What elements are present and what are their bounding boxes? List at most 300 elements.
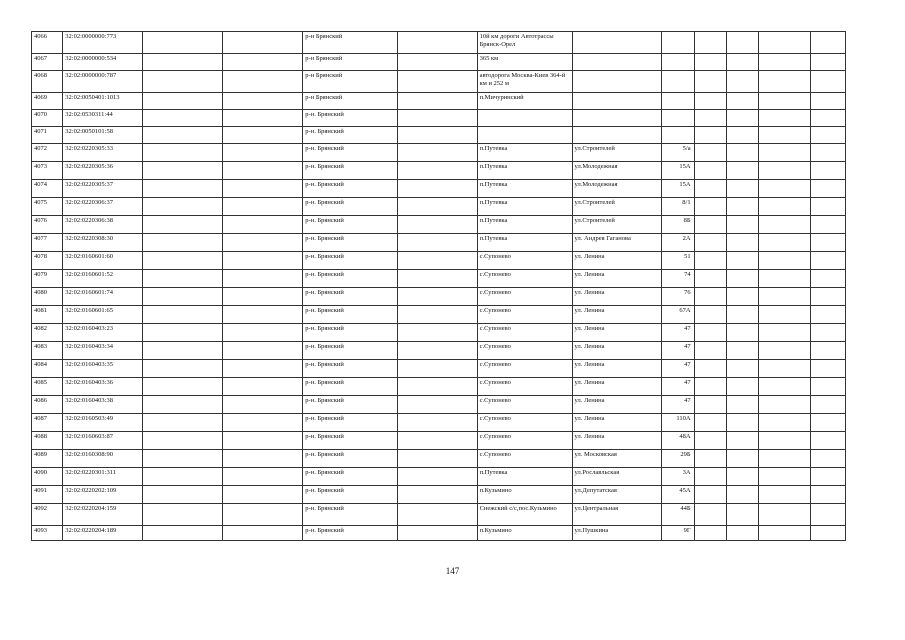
empty-cell (694, 127, 726, 144)
settlement (477, 127, 572, 144)
empty-cell (811, 396, 846, 414)
empty-cell (142, 324, 222, 342)
empty-cell (694, 234, 726, 252)
empty-cell (811, 32, 846, 54)
empty-cell (142, 396, 222, 414)
empty-cell (726, 324, 758, 342)
empty-cell (222, 504, 302, 526)
house-number (662, 54, 694, 71)
house-number: 45А (662, 486, 694, 504)
settlement: п.Путевка (477, 180, 572, 198)
empty-cell (811, 432, 846, 450)
cadastral-number: 32:02:0220306:37 (63, 198, 142, 216)
empty-cell (142, 216, 222, 234)
empty-cell (222, 252, 302, 270)
street: ул. Ленина (572, 414, 662, 432)
cadastral-number: 32:02:0220204:189 (63, 526, 142, 541)
empty-cell (398, 162, 477, 180)
row-number: 4066 (32, 32, 63, 54)
empty-cell (222, 144, 302, 162)
empty-cell (398, 396, 477, 414)
empty-cell (759, 144, 811, 162)
street (572, 54, 662, 71)
empty-cell (759, 504, 811, 526)
empty-cell (142, 127, 222, 144)
empty-cell (811, 234, 846, 252)
empty-cell (142, 360, 222, 378)
district: р-н. Брянский (303, 180, 398, 198)
row-number: 4090 (32, 468, 63, 486)
empty-cell (726, 144, 758, 162)
empty-cell (222, 288, 302, 306)
empty-cell (726, 127, 758, 144)
empty-cell (142, 71, 222, 93)
cadastral-number: 32:02:0000000:534 (63, 54, 142, 71)
district: р-н. Брянский (303, 270, 398, 288)
row-number: 4068 (32, 71, 63, 93)
empty-cell (726, 32, 758, 54)
house-number: 44Б (662, 504, 694, 526)
street: ул. Андрея Гаганова (572, 234, 662, 252)
empty-cell (726, 54, 758, 71)
empty-cell (222, 396, 302, 414)
table-row (32, 450, 846, 468)
empty-cell (398, 127, 477, 144)
empty-cell (759, 396, 811, 414)
row-number: 4070 (32, 110, 63, 127)
empty-cell (222, 93, 302, 110)
empty-cell (694, 360, 726, 378)
empty-cell (398, 342, 477, 360)
empty-cell (222, 198, 302, 216)
empty-cell (142, 450, 222, 468)
district: р-н. Брянский (303, 526, 398, 541)
empty-cell (222, 324, 302, 342)
empty-cell (398, 324, 477, 342)
table-row (32, 252, 846, 270)
cadastral-number: 32:02:0160403:38 (63, 396, 142, 414)
empty-cell (811, 414, 846, 432)
row-number: 4071 (32, 127, 63, 144)
settlement: п.Мичуринский (477, 93, 572, 110)
registry-rows (32, 32, 846, 541)
table-row (32, 306, 846, 324)
empty-cell (694, 504, 726, 526)
empty-cell (222, 71, 302, 93)
empty-cell (759, 450, 811, 468)
cadastral-number: 32:02:0220306:38 (63, 216, 142, 234)
empty-cell (811, 450, 846, 468)
house-number: 67А (662, 306, 694, 324)
empty-cell (759, 71, 811, 93)
empty-cell (811, 110, 846, 127)
house-number (662, 32, 694, 54)
settlement: п.Путевка (477, 198, 572, 216)
empty-cell (142, 180, 222, 198)
street: ул.Рославльская (572, 468, 662, 486)
empty-cell (398, 432, 477, 450)
empty-cell (726, 252, 758, 270)
district: р-н. Брянский (303, 396, 398, 414)
street: ул. Ленина (572, 378, 662, 396)
empty-cell (726, 162, 758, 180)
empty-cell (398, 360, 477, 378)
house-number: 5/а (662, 144, 694, 162)
empty-cell (694, 414, 726, 432)
settlement (477, 110, 572, 127)
empty-cell (222, 216, 302, 234)
empty-cell (759, 306, 811, 324)
empty-cell (694, 342, 726, 360)
street: ул.Строителей (572, 216, 662, 234)
empty-cell (726, 378, 758, 396)
street: ул. Ленина (572, 306, 662, 324)
empty-cell (398, 486, 477, 504)
empty-cell (811, 270, 846, 288)
empty-cell (142, 414, 222, 432)
empty-cell (726, 360, 758, 378)
empty-cell (759, 127, 811, 144)
house-number: 47 (662, 378, 694, 396)
house-number: 9Г (662, 526, 694, 541)
house-number: 47 (662, 324, 694, 342)
row-number: 4067 (32, 54, 63, 71)
house-number: 29Б (662, 450, 694, 468)
empty-cell (726, 198, 758, 216)
cadastral-number: 32:02:0160403:23 (63, 324, 142, 342)
row-number: 4085 (32, 378, 63, 396)
settlement: п.Кузьмино (477, 526, 572, 541)
empty-cell (759, 198, 811, 216)
street: ул. Ленина (572, 360, 662, 378)
house-number: 51 (662, 252, 694, 270)
table-row (32, 32, 846, 54)
empty-cell (222, 526, 302, 541)
settlement: п.Путевка (477, 162, 572, 180)
street (572, 32, 662, 54)
empty-cell (726, 526, 758, 541)
district: р-н. Брянский (303, 306, 398, 324)
empty-cell (222, 234, 302, 252)
empty-cell (694, 252, 726, 270)
table-row (32, 288, 846, 306)
house-number: 15А (662, 162, 694, 180)
empty-cell (142, 252, 222, 270)
empty-cell (398, 252, 477, 270)
row-number: 4082 (32, 324, 63, 342)
settlement: с.Супонево (477, 306, 572, 324)
empty-cell (398, 270, 477, 288)
cadastral-number: 32:02:0220305:36 (63, 162, 142, 180)
settlement: автодорога Москва-Киев 364-й км и 252 м (477, 71, 572, 93)
empty-cell (811, 162, 846, 180)
empty-cell (398, 144, 477, 162)
table-row (32, 234, 846, 252)
empty-cell (811, 71, 846, 93)
empty-cell (694, 378, 726, 396)
cadastral-number: 32:02:0220308:30 (63, 234, 142, 252)
empty-cell (142, 234, 222, 252)
empty-cell (398, 378, 477, 396)
district: р-н. Брянский (303, 414, 398, 432)
settlement: п.Путевка (477, 234, 572, 252)
empty-cell (142, 270, 222, 288)
empty-cell (222, 342, 302, 360)
district: р-н. Брянский (303, 127, 398, 144)
empty-cell (759, 110, 811, 127)
empty-cell (142, 432, 222, 450)
table-row (32, 54, 846, 71)
empty-cell (694, 526, 726, 541)
empty-cell (726, 234, 758, 252)
district: р-н Брянский (303, 71, 398, 93)
empty-cell (726, 342, 758, 360)
empty-cell (726, 270, 758, 288)
empty-cell (811, 342, 846, 360)
settlement: п.Путевка (477, 144, 572, 162)
empty-cell (811, 468, 846, 486)
district: р-н. Брянский (303, 144, 398, 162)
row-number: 4091 (32, 486, 63, 504)
empty-cell (222, 306, 302, 324)
empty-cell (142, 486, 222, 504)
street (572, 110, 662, 127)
row-number: 4088 (32, 432, 63, 450)
empty-cell (726, 306, 758, 324)
district: р-н. Брянский (303, 450, 398, 468)
empty-cell (694, 468, 726, 486)
empty-cell (694, 306, 726, 324)
empty-cell (694, 198, 726, 216)
empty-cell (222, 32, 302, 54)
district: р-н. Брянский (303, 198, 398, 216)
street (572, 71, 662, 93)
row-number: 4069 (32, 93, 63, 110)
empty-cell (759, 234, 811, 252)
empty-cell (694, 396, 726, 414)
empty-cell (222, 414, 302, 432)
table-row (32, 486, 846, 504)
empty-cell (811, 144, 846, 162)
table-row (32, 414, 846, 432)
street: ул.Молодежная (572, 180, 662, 198)
empty-cell (811, 378, 846, 396)
house-number: 47 (662, 360, 694, 378)
empty-cell (759, 360, 811, 378)
empty-cell (759, 486, 811, 504)
district: р-н. Брянский (303, 486, 398, 504)
house-number: 3А (662, 468, 694, 486)
settlement: с.Супонево (477, 288, 572, 306)
cadastral-number: 32:02:0050401:1013 (63, 93, 142, 110)
district: р-н. Брянский (303, 504, 398, 526)
table-row (32, 110, 846, 127)
table-row (32, 216, 846, 234)
empty-cell (811, 486, 846, 504)
empty-cell (142, 468, 222, 486)
empty-cell (759, 378, 811, 396)
cadastral-number: 32:02:0000000:787 (63, 71, 142, 93)
empty-cell (759, 54, 811, 71)
empty-cell (142, 93, 222, 110)
empty-cell (726, 93, 758, 110)
empty-cell (142, 378, 222, 396)
empty-cell (694, 110, 726, 127)
row-number: 4086 (32, 396, 63, 414)
table-row (32, 342, 846, 360)
street (572, 127, 662, 144)
row-number: 4089 (32, 450, 63, 468)
empty-cell (222, 486, 302, 504)
empty-cell (811, 127, 846, 144)
empty-cell (398, 234, 477, 252)
cadastral-number: 32:02:0220202:109 (63, 486, 142, 504)
empty-cell (759, 252, 811, 270)
row-number: 4072 (32, 144, 63, 162)
empty-cell (811, 324, 846, 342)
cadastral-number: 32:02:0220305:33 (63, 144, 142, 162)
empty-cell (694, 162, 726, 180)
empty-cell (222, 127, 302, 144)
empty-cell (398, 414, 477, 432)
empty-cell (759, 414, 811, 432)
cadastral-number: 32:02:0050101:58 (63, 127, 142, 144)
empty-cell (222, 180, 302, 198)
table-row (32, 432, 846, 450)
district: р-н. Брянский (303, 360, 398, 378)
district: р-н. Брянский (303, 110, 398, 127)
district: р-н Брянский (303, 93, 398, 110)
empty-cell (142, 288, 222, 306)
district: р-н. Брянский (303, 162, 398, 180)
page-number: 147 (445, 566, 460, 576)
empty-cell (759, 468, 811, 486)
district: р-н. Брянский (303, 324, 398, 342)
cadastral-number: 32:02:0160308:90 (63, 450, 142, 468)
table-row (32, 324, 846, 342)
cadastral-number: 32:02:0160603:87 (63, 432, 142, 450)
house-number (662, 93, 694, 110)
empty-cell (759, 180, 811, 198)
empty-cell (726, 450, 758, 468)
cadastral-number: 32:02:0160503:49 (63, 414, 142, 432)
settlement: с.Супонево (477, 450, 572, 468)
settlement: с.Супонево (477, 324, 572, 342)
settlement: Снежский с/с,пос.Кузьмино (477, 504, 572, 526)
empty-cell (694, 71, 726, 93)
cadastral-number: 32:02:0160403:34 (63, 342, 142, 360)
empty-cell (222, 468, 302, 486)
street: ул. Ленина (572, 288, 662, 306)
empty-cell (222, 450, 302, 468)
empty-cell (398, 180, 477, 198)
empty-cell (142, 342, 222, 360)
empty-cell (759, 526, 811, 541)
empty-cell (811, 180, 846, 198)
empty-cell (811, 526, 846, 541)
empty-cell (398, 306, 477, 324)
settlement: с.Супонево (477, 378, 572, 396)
empty-cell (694, 54, 726, 71)
house-number (662, 110, 694, 127)
street: ул.Строителей (572, 198, 662, 216)
empty-cell (142, 54, 222, 71)
table-row (32, 270, 846, 288)
district: р-н. Брянский (303, 378, 398, 396)
table-row (32, 180, 846, 198)
empty-cell (222, 378, 302, 396)
empty-cell (222, 162, 302, 180)
table-row (32, 127, 846, 144)
empty-cell (222, 110, 302, 127)
settlement: 10й км дороги Автотрассы Брянск-Орел (477, 32, 572, 54)
empty-cell (811, 306, 846, 324)
settlement: с.Супонево (477, 360, 572, 378)
empty-cell (398, 71, 477, 93)
empty-cell (726, 504, 758, 526)
cadastral-number: 32:02:0530311:44 (63, 110, 142, 127)
empty-cell (398, 526, 477, 541)
empty-cell (398, 450, 477, 468)
empty-cell (811, 288, 846, 306)
cadastral-number: 32:02:0160601:65 (63, 306, 142, 324)
empty-cell (398, 216, 477, 234)
house-number: 48А (662, 432, 694, 450)
settlement: п.Путевка (477, 216, 572, 234)
street: ул. Ленина (572, 252, 662, 270)
cadastral-number: 32:02:0160601:52 (63, 270, 142, 288)
table-row (32, 468, 846, 486)
row-number: 4078 (32, 252, 63, 270)
empty-cell (759, 432, 811, 450)
house-number (662, 71, 694, 93)
house-number: 74 (662, 270, 694, 288)
district: р-н. Брянский (303, 342, 398, 360)
cadastral-number: 32:02:0220204:159 (63, 504, 142, 526)
empty-cell (694, 324, 726, 342)
empty-cell (142, 110, 222, 127)
row-number: 4074 (32, 180, 63, 198)
empty-cell (726, 216, 758, 234)
row-number: 4087 (32, 414, 63, 432)
street: ул. Ленина (572, 270, 662, 288)
table-row (32, 378, 846, 396)
empty-cell (222, 360, 302, 378)
empty-cell (759, 216, 811, 234)
table-row (32, 93, 846, 110)
empty-cell (398, 504, 477, 526)
empty-cell (759, 270, 811, 288)
empty-cell (811, 198, 846, 216)
street: ул. Ленина (572, 432, 662, 450)
street: ул.Пушкина (572, 526, 662, 541)
district: р-н. Брянский (303, 216, 398, 234)
empty-cell (726, 180, 758, 198)
row-number: 4092 (32, 504, 63, 526)
empty-cell (142, 504, 222, 526)
house-number: 76 (662, 288, 694, 306)
cadastral-number: 32:02:0160403:35 (63, 360, 142, 378)
table-row (32, 162, 846, 180)
empty-cell (398, 288, 477, 306)
house-number: 110А (662, 414, 694, 432)
empty-cell (759, 93, 811, 110)
cadastral-number: 32:02:0160601:74 (63, 288, 142, 306)
settlement: с.Супонево (477, 252, 572, 270)
table-row (32, 71, 846, 93)
house-number: 47 (662, 342, 694, 360)
empty-cell (222, 54, 302, 71)
